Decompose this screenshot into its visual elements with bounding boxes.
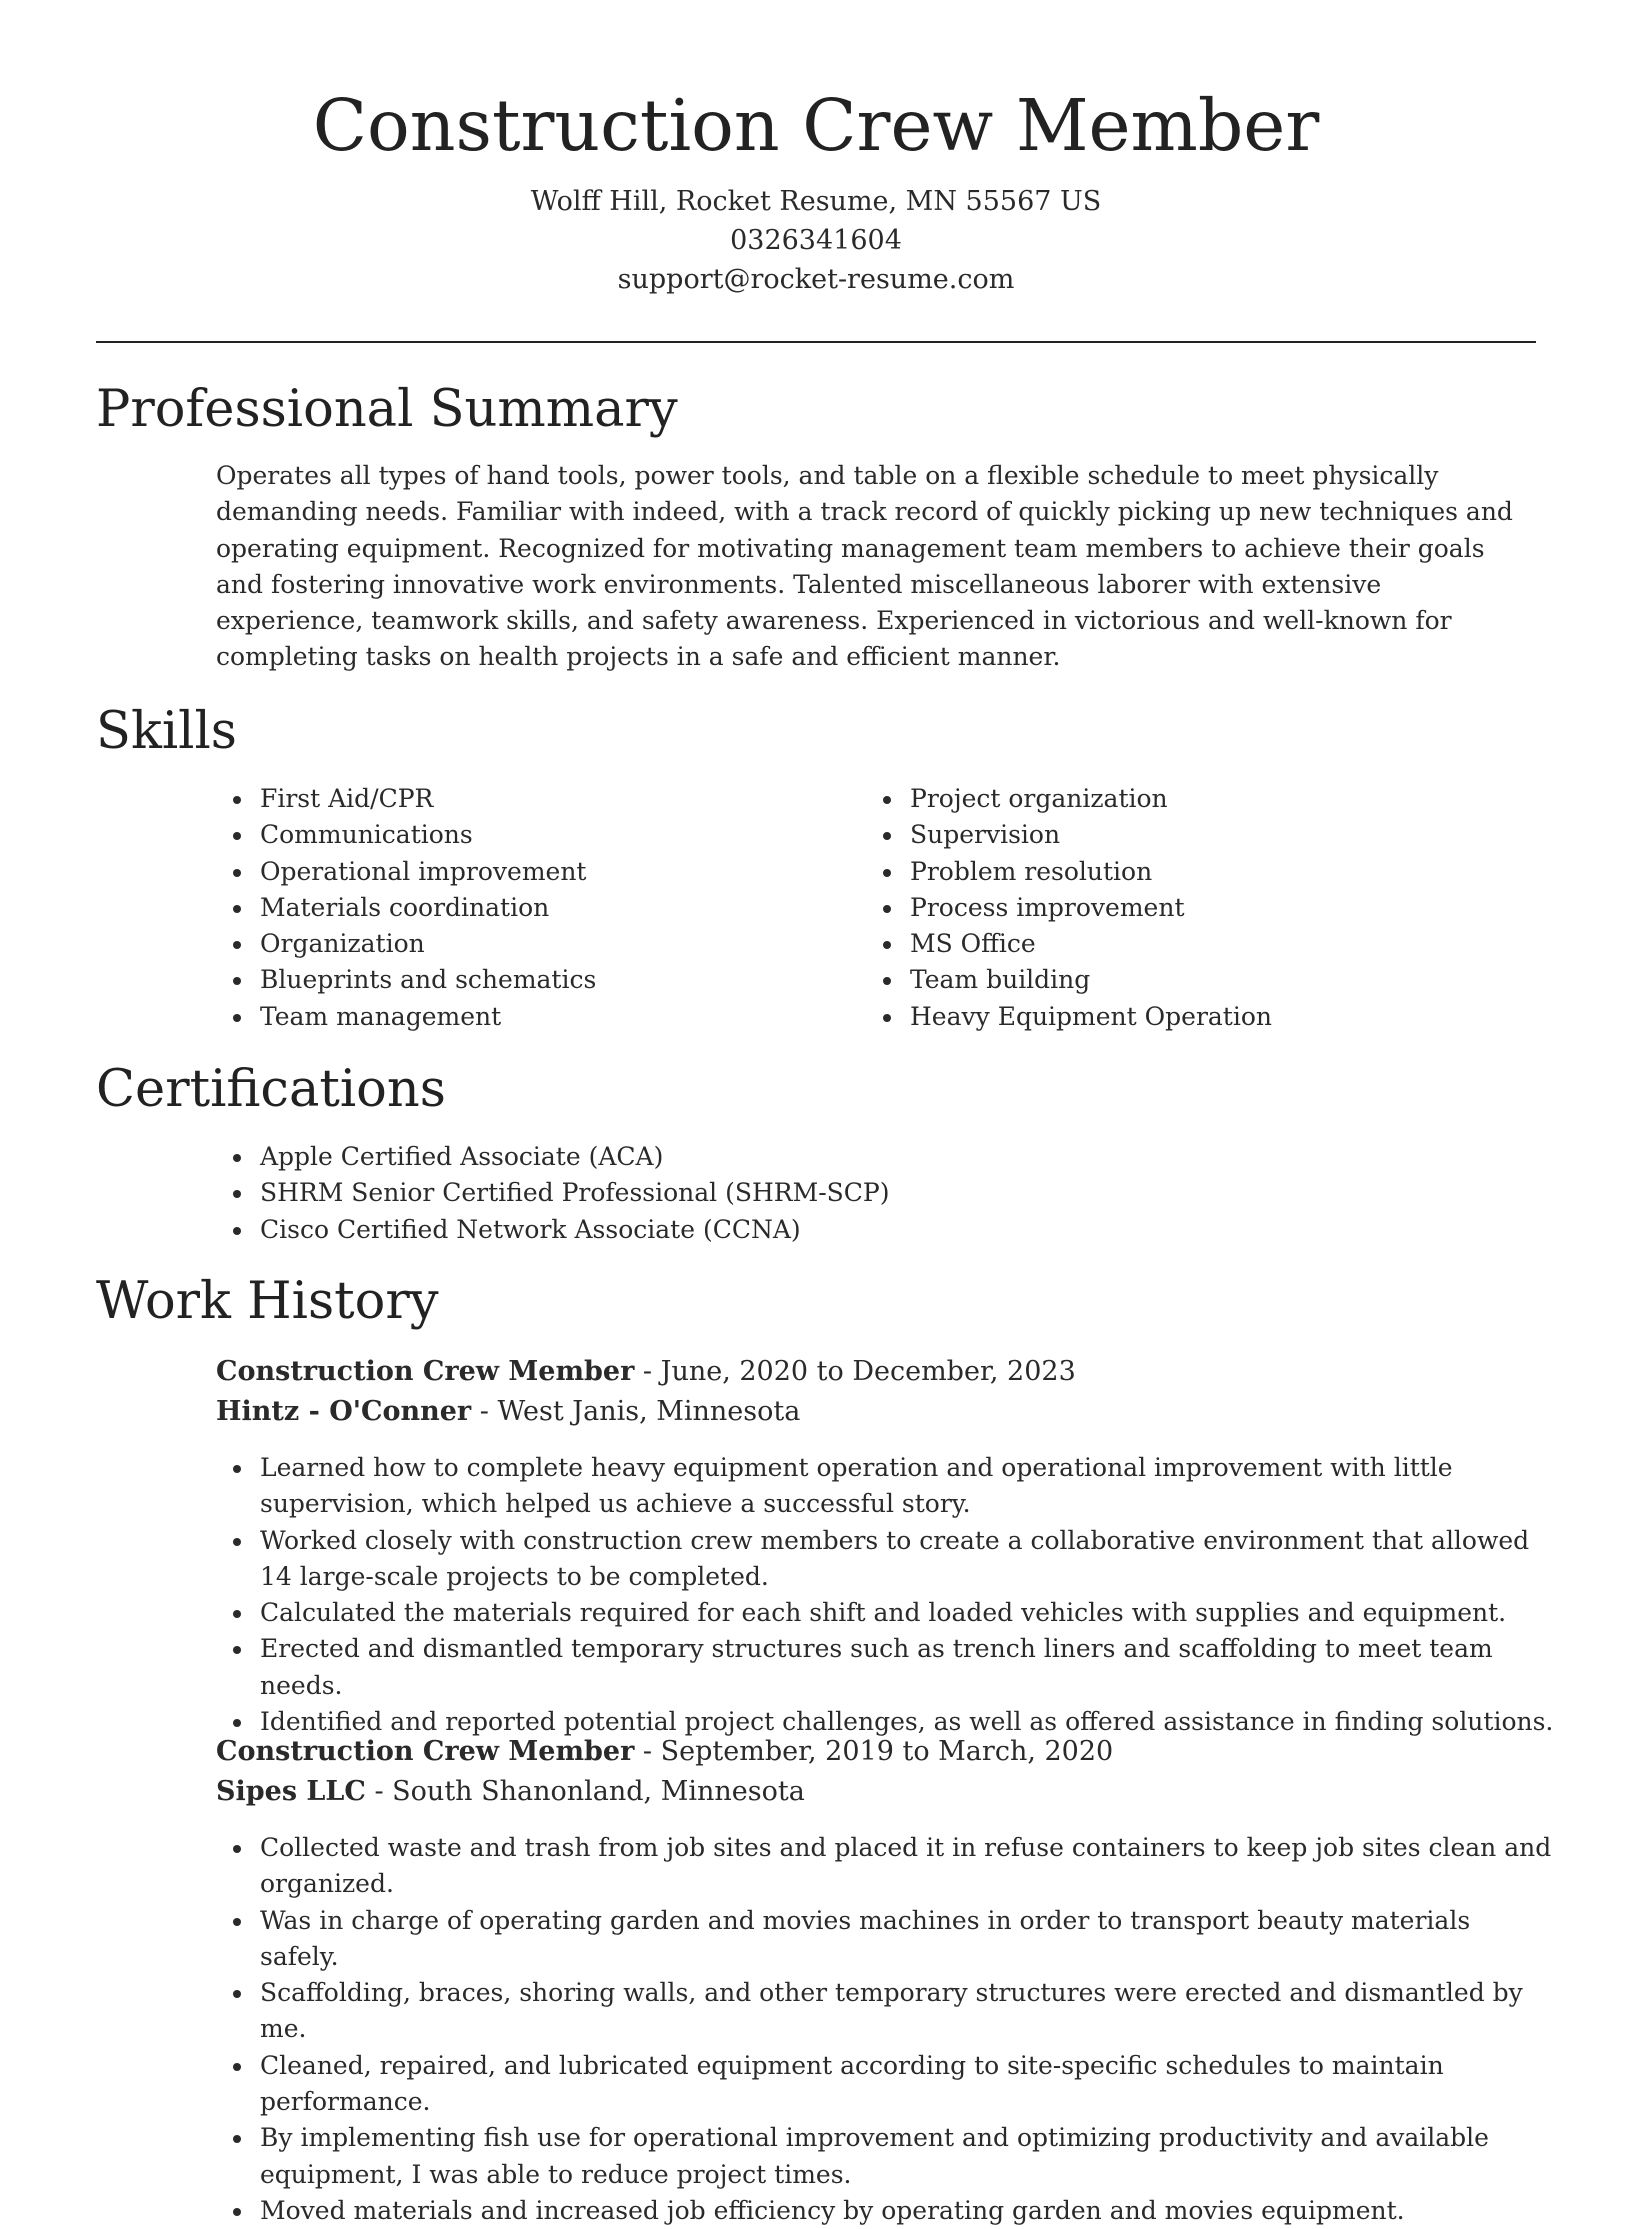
skill-item: MS Office <box>866 926 1272 962</box>
skill-item: Team management <box>216 999 596 1035</box>
summary-heading: Professional Summary <box>96 380 678 439</box>
contact-info <box>0 182 1632 299</box>
header-divider <box>96 341 1536 343</box>
job-bullet: Scaffolding, braces, shoring walls, and other temporary structures were erected and dismantled by me. <box>216 1975 1556 2048</box>
job-bullet: Learned how to complete heavy equipment operation and operational improvement with little supervision, which helped us achieve a successful story. <box>216 1450 1556 1523</box>
job-bullet: By implementing fish use for operational improvement and optimizing productivity and available equipment, I was able to reduce project times. <box>216 2120 1556 2193</box>
skills-heading: Skills <box>96 702 237 761</box>
skill-item: Communications <box>216 817 596 853</box>
skill-item: Problem resolution <box>866 854 1272 890</box>
job-company: Hintz - O'Conner <box>216 1396 472 1427</box>
resume-header <box>0 84 1632 299</box>
job-location: West Janis, Minnesota <box>497 1396 801 1427</box>
job-bullets <box>216 1450 1556 1740</box>
skills-column-left <box>216 781 596 1035</box>
job-bullet: Cleaned, repaired, and lubricated equipment according to site-specific schedules to maintain performance. <box>216 2048 1556 2121</box>
job-role: Construction Crew Member <box>216 1736 635 1767</box>
job-bullet: Moved materials and increased job efficiency by operating garden and movies equipment. <box>216 2193 1556 2229</box>
address-text: Wolff Hill, Rocket Resume, MN 55567 US <box>530 186 1102 217</box>
job-bullet: Was in charge of operating garden and movies machines in order to transport beauty materials safely. <box>216 1903 1556 1976</box>
work-history-heading: Work History <box>96 1272 439 1331</box>
job-dates: June, 2020 to December, 2023 <box>660 1356 1076 1387</box>
job-title-line: Construction Crew Member - September, 2019 to March, 2020 <box>216 1736 1114 1767</box>
skill-item: Organization <box>216 926 596 962</box>
job-entry <box>216 1352 1556 1740</box>
phone-text: 0326341604 <box>730 225 902 256</box>
job-bullet: Calculated the materials required for each shift and loaded vehicles with supplies and equipment. <box>216 1595 1556 1631</box>
skill-item: Blueprints and schematics <box>216 962 596 998</box>
summary-text: Operates all types of hand tools, power tools, and table on a flexible schedule to meet physically demanding needs. Familiar with indeed, with a track record of quickly picking up new techniques and operating equipment. Recognized for motivating management team members to achieve their goals and fostering innovative work environments. Talented miscellaneous laborer with extensive experience, teamwork skills, and safety awareness. Experienced in victorious and well-known for completing tasks on health projects in a safe and efficient manner. <box>216 461 1513 672</box>
job-bullets <box>216 1830 1556 2229</box>
certification-item: Cisco Certified Network Associate (CCNA) <box>216 1212 1556 1248</box>
job-entry <box>216 1732 1556 2229</box>
skill-item: Materials coordination <box>216 890 596 926</box>
candidate-name: Construction Crew Member <box>312 84 1320 167</box>
job-title-line: Construction Crew Member - June, 2020 to December, 2023 <box>216 1356 1076 1387</box>
job-company: Sipes LLC <box>216 1776 366 1807</box>
job-bullet: Collected waste and trash from job sites and placed it in refuse containers to keep job sites clean and organized. <box>216 1830 1556 1903</box>
job-company-line: Sipes LLC - South Shanonland, Minnesota <box>216 1776 805 1807</box>
certifications-list <box>216 1139 1556 1248</box>
job-bullet: Identified and reported potential project challenges, as well as offered assistance in finding solutions. <box>216 1704 1556 1740</box>
certification-item: Apple Certified Associate (ACA) <box>216 1139 1556 1175</box>
skill-item: Project organization <box>866 781 1272 817</box>
job-company-line: Hintz - O'Conner - West Janis, Minnesota <box>216 1396 801 1427</box>
skill-item: Team building <box>866 962 1272 998</box>
certifications-heading: Certifications <box>96 1060 446 1119</box>
skill-item: Operational improvement <box>216 854 596 890</box>
job-bullet: Worked closely with construction crew members to create a collaborative environment that allowed 14 large-scale projects to be completed. <box>216 1523 1556 1596</box>
job-location: South Shanonland, Minnesota <box>392 1776 805 1807</box>
job-role: Construction Crew Member <box>216 1356 635 1387</box>
job-bullet: Erected and dismantled temporary structures such as trench liners and scaffolding to meet team needs. <box>216 1631 1556 1704</box>
skills-column-right <box>866 781 1272 1035</box>
skill-item: Heavy Equipment Operation <box>866 999 1272 1035</box>
skill-item: Process improvement <box>866 890 1272 926</box>
email-text: support@rocket-resume.com <box>617 264 1015 295</box>
skill-item: Supervision <box>866 817 1272 853</box>
skill-item: First Aid/CPR <box>216 781 596 817</box>
job-dates: September, 2019 to March, 2020 <box>660 1736 1114 1767</box>
certification-item: SHRM Senior Certified Professional (SHRM-SCP) <box>216 1175 1556 1211</box>
